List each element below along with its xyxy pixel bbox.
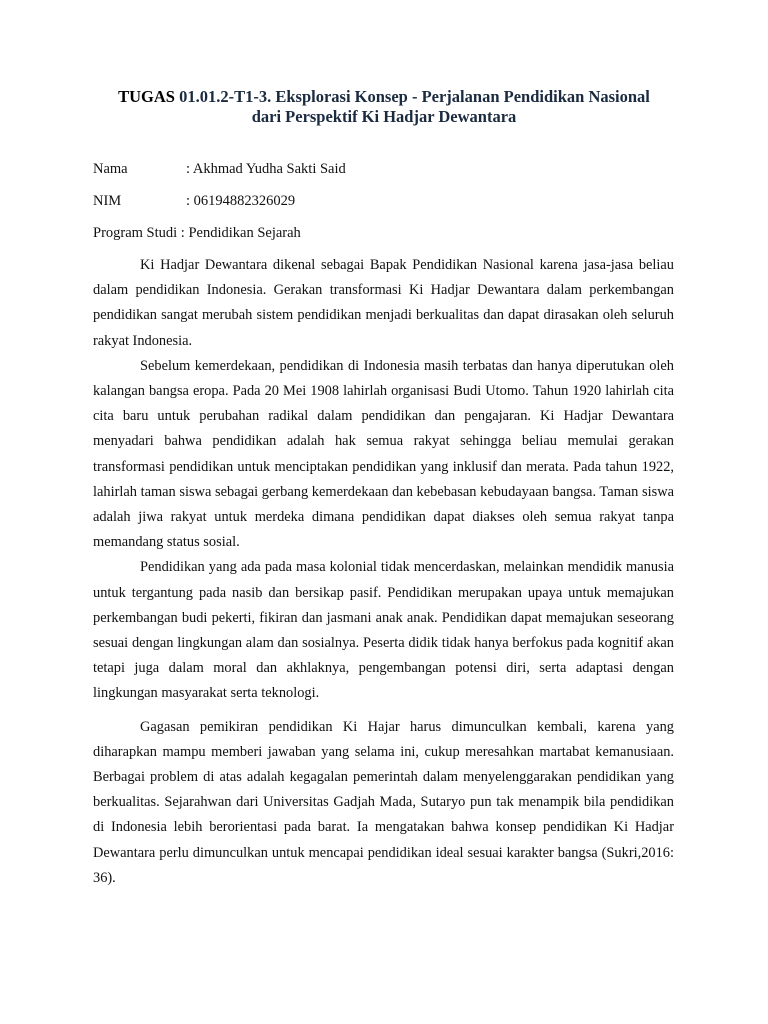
field-nim xyxy=(93,192,653,210)
paragraph: Sebelum kemerdekaan, pendidikan di Indonesia masih terbatas dan hanya diperutukan oleh kalangan bangsa eropa. Pada 20 Mei 1908 lahirlah organisasi Budi Utomo. Tahun 1920 lahirlah cita cita baru untuk perubahan radikal dalam pendidikan dan pengajaran. Ki Hadjar Dewantara menyadari bahwa pendidikan adalah hak semua rakyat sehingga beliau memulai gerakan transformasi pendidikan untuk menciptakan pendidikan yang inklusif dan merata. Pada tahun 1922, lahirlah taman siswa sebagai gerbang kemerdekaan dan kebebasan kebudayaan bangsa. Taman siswa adalah jiwa rakyat untuk merdeka dimana pendidikan dapat diakses oleh semua rakyat tanpa memandang status sosial. xyxy=(93,357,674,551)
field-nim-value: : 06194882326029 xyxy=(186,193,296,209)
title-line-2: dari Perspektif Ki Hadjar Dewantara xyxy=(251,107,517,126)
paragraph: Pendidikan yang ada pada masa kolonial tidak mencerdaskan, melainkan mendidik manusia untuk tergantung pada nasib dan bersikap pasif. Pendidikan merupakan upaya untuk memajukan perkembangan budi pekerti, fikiran dan jasmani anak anak. Pendidikan dapat memajukan seseorang sesuai dengan lingkungan alam dan sosialnya. Peserta didik tidak hanya berfokus pada kognitif akan tetapi juga dalam moral dan akhlaknya, pengembangan potensi diri, serta adaptasi dengan lingkungan masyarakat serta teknologi. xyxy=(93,559,674,702)
paragraph: Ki Hadjar Dewantara dikenal sebagai Bapak Pendidikan Nasional karena jasa-jasa beliau dalam pendidikan Indonesia. Gerakan transformasi Ki Hadjar Dewantara dalam perkembangan pendidikan sangat merubah sistem pendidikan menjadi berkualitas dan dapat dirasakan oleh seluruh rakyat Indonesia. xyxy=(93,257,674,349)
field-nama-value: : Akhmad Yudha Sakti Said xyxy=(186,161,346,177)
paragraph: Gagasan pemikiran pendidikan Ki Hajar harus dimunculkan kembali, karena yang diharapkan mampu memberi jawaban yang selama ini, cukup meresahkan martabat kemanusiaan. Berbagai problem di atas adalah kegagalan pemerintah dalam menyelenggarakan pendidikan yang berkualitas. Sejarahwan dari Universitas Gadjah Mada, Sutaryo pun tak menampik bila pendidikan di Indonesia lebih berorientasi pada barat. Ia mengatakan bahwa konsep pendidikan Ki Hadjar Dewantara perlu dimunculkan untuk mencapai pendidikan ideal sesuai karakter bangsa (Sukri,2016: 36). xyxy=(93,718,674,886)
document-body xyxy=(93,253,674,891)
title-line-1-rest: 01.01.2-T1-3. Eksplorasi Konsep - Perjalanan Pendidikan Nasional xyxy=(174,87,650,106)
field-nama xyxy=(93,160,653,178)
field-nim-label: NIM xyxy=(93,193,122,209)
title-lead: TUGAS xyxy=(118,87,175,106)
field-program-studi: Program Studi : Pendidikan Sejarah xyxy=(93,225,301,241)
field-nama-label: Nama xyxy=(93,161,128,177)
title-line-1 xyxy=(80,87,688,107)
document-title xyxy=(80,87,688,127)
